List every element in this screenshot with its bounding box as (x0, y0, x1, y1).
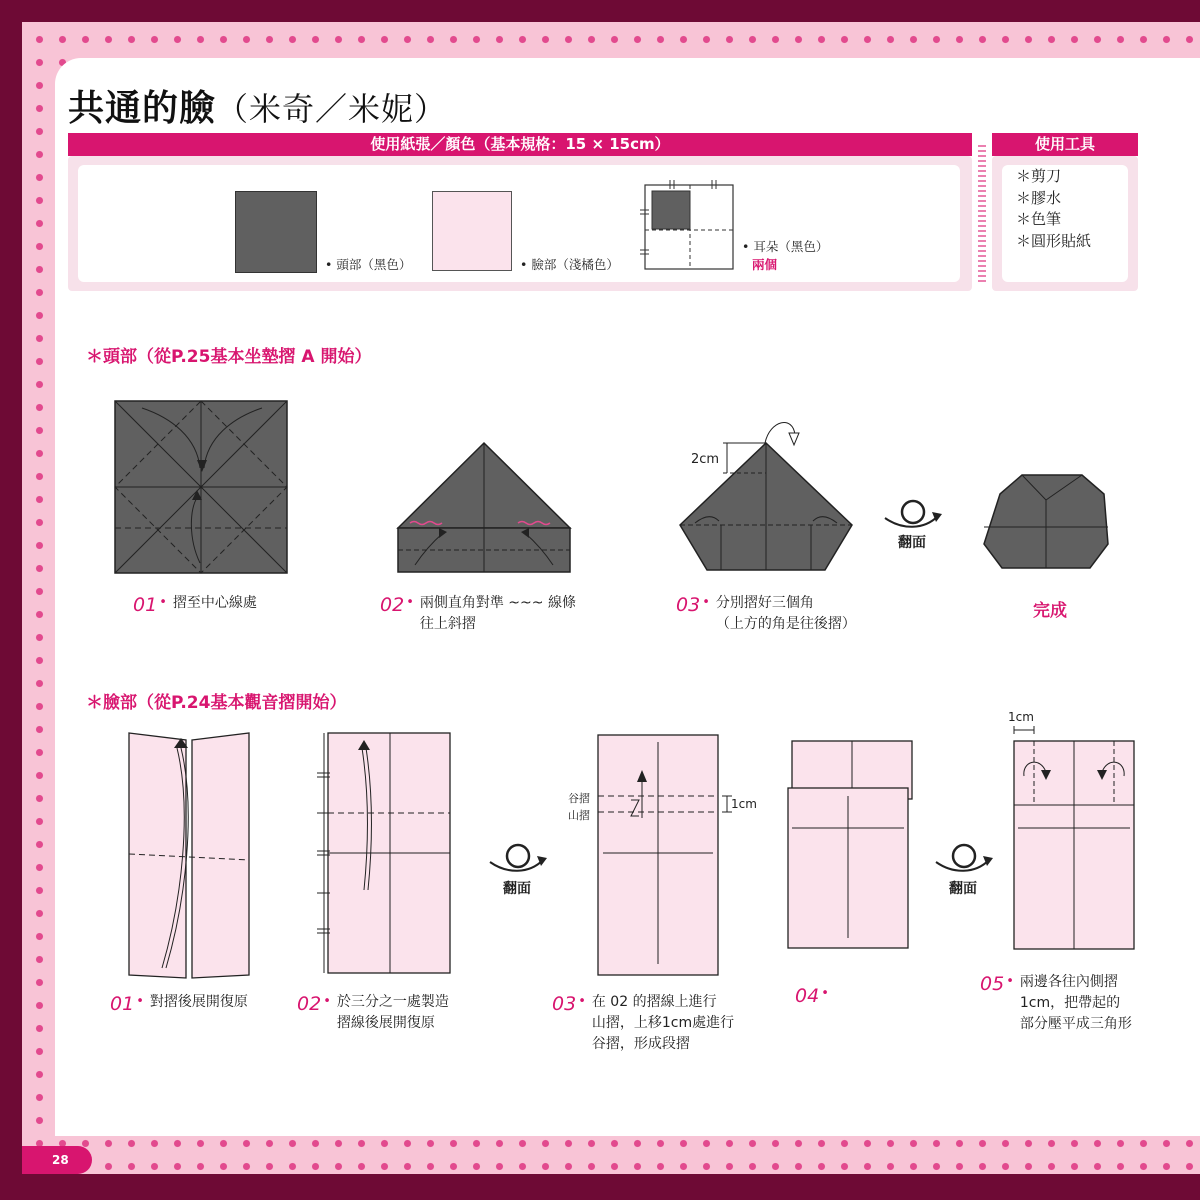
ear-count-label: 兩個 (752, 257, 778, 272)
head-step-01: 01 • 摺至中心線處 (133, 594, 257, 616)
paper-bar: 使用紙張／顏色（基本規格：15 × 15cm） (68, 133, 972, 156)
face-step-02-diagram (308, 730, 453, 975)
face-step-01: 01 • 對摺後展開復原 (110, 993, 248, 1015)
ear-paper-label-text: 耳朵（黑色） (753, 239, 829, 254)
step-number: 01 (133, 594, 158, 616)
face-step-03: 03 • 在 02 的摺線上進行 山摺，上移1cm處進行 谷摺，形成段摺 (552, 993, 735, 1052)
ear-paper-label: • 耳朵（黑色） (742, 239, 829, 254)
tools-bar: 使用工具 (992, 133, 1138, 156)
head-step-03: 03 • 分別摺好三個角 （上方的角是往後摺） (676, 594, 856, 632)
face-paper-label-text: 臉部（淺橘色） (531, 257, 619, 272)
step-text: 1cm，把帶起的 (1019, 995, 1121, 1011)
title-sub: （米奇／米妮） (216, 90, 448, 128)
step-text: 山摺，上移1cm處進行 (591, 1015, 735, 1031)
head-step-02: 02 • 兩側直角對準 ~~~ 線條 往上斜摺 (380, 594, 576, 632)
head-flip-label: 翻面 (898, 535, 926, 551)
face-flip-icon-1 (487, 840, 549, 874)
head-step-02-diagram (395, 440, 575, 575)
step-number: 01 (110, 993, 135, 1015)
face-step-05: 05 • 兩邊各往內側摺 1cm，把帶起的 部分壓平成三角形 (980, 973, 1132, 1032)
head-section-heading: ＊頭部（從P.25基本坐墊摺 A 開始） (86, 347, 372, 367)
face-measure-label-1: 1cm (731, 797, 757, 811)
head-flip-icon (882, 496, 944, 530)
step-text: 兩側直角對準 ~~~ 線條 (419, 595, 576, 611)
ear-paper-diagram (640, 180, 740, 275)
step-text: （上方的角是往後摺） (715, 616, 856, 632)
tool-item: ＊膠水 (1016, 188, 1062, 207)
step-number: 05 (980, 973, 1005, 995)
page-number: 28 (22, 1146, 92, 1174)
step-number: 03 (552, 993, 577, 1015)
head-paper-label-text: 頭部（黑色） (336, 257, 412, 272)
tool-item: ＊色筆 (1016, 210, 1062, 228)
step-number: 02 (380, 594, 405, 616)
step-text: 對摺後展開復原 (149, 994, 248, 1010)
step-text: 摺線後展開復原 (336, 1015, 435, 1031)
head-done-label: 完成 (1033, 601, 1067, 621)
head-paper-swatch (235, 191, 317, 273)
face-measure-label-2: 1cm (1008, 710, 1034, 724)
step-text: 往上斜摺 (419, 616, 476, 632)
face-step-01-diagram (126, 730, 254, 980)
step-number: 04 (795, 985, 820, 1007)
face-step-04-diagram (786, 738, 916, 953)
face-section-heading: ＊臉部（從P.24基本觀音摺開始） (86, 693, 347, 713)
step-number: 03 (676, 594, 701, 616)
step-text: 部分壓平成三角形 (1019, 1016, 1132, 1032)
face-step-03-diagram (595, 732, 720, 977)
divider-zigzag (978, 145, 986, 285)
face-paper-swatch (432, 191, 512, 271)
page-title (68, 80, 447, 131)
tool-item: ＊剪刀 (1016, 167, 1062, 185)
title-main: 共通的臉 (68, 88, 217, 129)
step-text: 在 02 的摺線上進行 (591, 994, 717, 1010)
head-paper-label: • 頭部（黑色） (325, 257, 412, 272)
face-flip-label-1: 翻面 (503, 881, 531, 897)
face-step-05-diagram (1010, 726, 1140, 952)
face-flip-label-2: 翻面 (949, 881, 977, 897)
face-flip-icon-2 (933, 840, 995, 874)
head-finished-diagram (980, 472, 1115, 572)
head-step-03-diagram (675, 415, 860, 580)
head-measure-label: 2cm (691, 452, 720, 467)
tools-list (1016, 166, 1091, 252)
step-number: 02 (297, 993, 322, 1015)
step-text: 分別摺好三個角 (715, 595, 814, 611)
face-step-02: 02 • 於三分之一處製造 摺線後展開復原 (297, 993, 449, 1031)
face-step-04: 04 • (795, 985, 829, 1007)
step-text: 兩邊各往內側摺 (1019, 974, 1118, 990)
mountain-fold-label: 山摺 (568, 809, 590, 822)
step-text: 摺至中心線處 (172, 595, 257, 611)
step-text: 谷摺，形成段摺 (591, 1036, 690, 1052)
paper-panel-inner (78, 165, 960, 282)
valley-fold-label: 谷摺 (568, 792, 590, 805)
step-text: 於三分之一處製造 (336, 994, 449, 1010)
tool-item: ＊圓形貼紙 (1016, 231, 1092, 250)
head-step-01-diagram (112, 398, 292, 576)
face-paper-label: • 臉部（淺橘色） (520, 257, 619, 272)
